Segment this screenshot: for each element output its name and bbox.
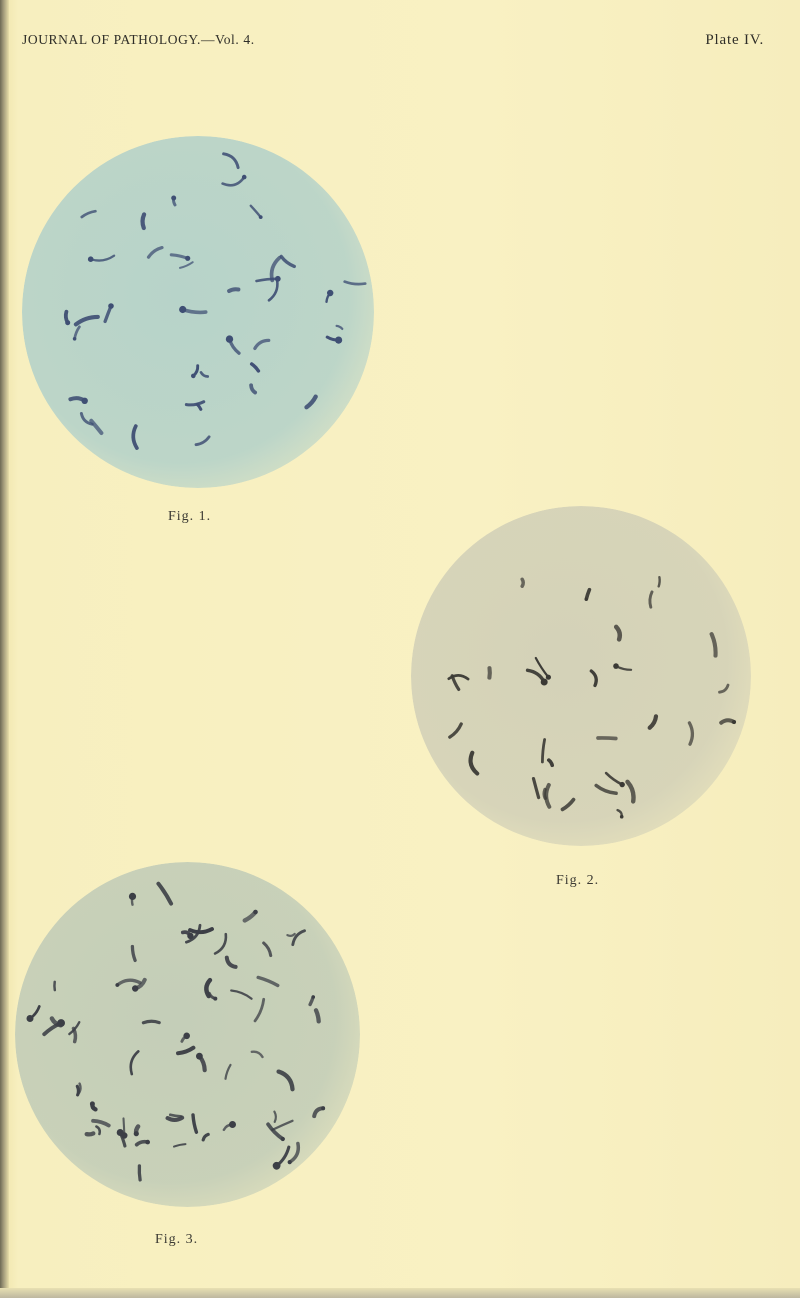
micrograph-field [15,862,360,1207]
granule-mark [253,910,258,915]
granule-mark [117,1129,124,1136]
figure-3-caption: Fig. 3. [155,1232,199,1247]
plate-number: Plate IV. [705,32,764,48]
granule-mark [311,995,315,999]
granule-mark [321,1106,325,1110]
granule-mark [132,985,138,991]
granule-mark [259,215,263,219]
granule-mark [273,1162,281,1170]
granule-mark [242,175,247,180]
figure-1-micrograph [22,136,374,488]
bacillus-mark [139,1166,140,1180]
granule-mark [620,782,625,787]
bacillus-mark [522,579,523,586]
granule-mark [145,1140,150,1145]
granule-mark [82,398,88,404]
granule-mark [226,335,233,342]
bacillus-mark [170,1115,181,1117]
page-bottom-edge [0,1288,800,1298]
granule-mark [213,997,217,1001]
granule-mark [171,196,176,201]
granule-mark [65,320,70,325]
bacillus-mark [74,1029,76,1042]
granule-mark [585,598,588,601]
binding-spine [0,0,9,1298]
granule-mark [732,720,736,724]
granule-mark [229,1121,236,1128]
granule-mark [327,290,333,296]
granule-mark [187,933,193,939]
granule-mark [275,276,281,282]
micrograph-field [411,506,751,846]
figure-2-micrograph [411,506,751,846]
granule-mark [185,256,190,261]
bacillus-mark [143,1021,159,1022]
granule-mark [115,983,119,987]
bacillus-mark [229,289,238,291]
granule-mark [57,1019,65,1027]
granule-mark [183,1033,190,1040]
journal-running-head: JOURNAL OF PATHOLOGY.—Vol. 4. [22,32,255,47]
granule-mark [90,1101,95,1106]
bacillus-mark [87,1133,94,1134]
granule-mark [191,374,196,379]
figure-3-micrograph [15,862,360,1207]
granule-mark [27,1015,34,1022]
granule-mark [88,256,94,262]
bacillus-mark [659,577,660,586]
granule-mark [288,1160,292,1164]
granule-mark [541,679,548,686]
figure-2-caption: Fig. 2. [556,873,600,888]
bacillus-mark [168,1118,183,1120]
granule-mark [179,306,186,313]
granule-mark [73,337,77,341]
granule-mark [335,337,342,344]
granule-mark [134,1131,139,1136]
bacillus-mark [598,738,616,739]
granule-mark [108,303,114,309]
granule-mark [129,893,136,900]
granule-mark [196,1053,203,1060]
granule-mark [281,1137,285,1141]
granule-mark [546,675,551,680]
granule-mark [620,815,624,819]
figure-1-caption: Fig. 1. [168,509,212,524]
granule-mark [613,663,619,669]
bacillus-mark [143,214,145,228]
bacillus-mark [77,1086,78,1095]
micrograph-field [22,136,374,488]
